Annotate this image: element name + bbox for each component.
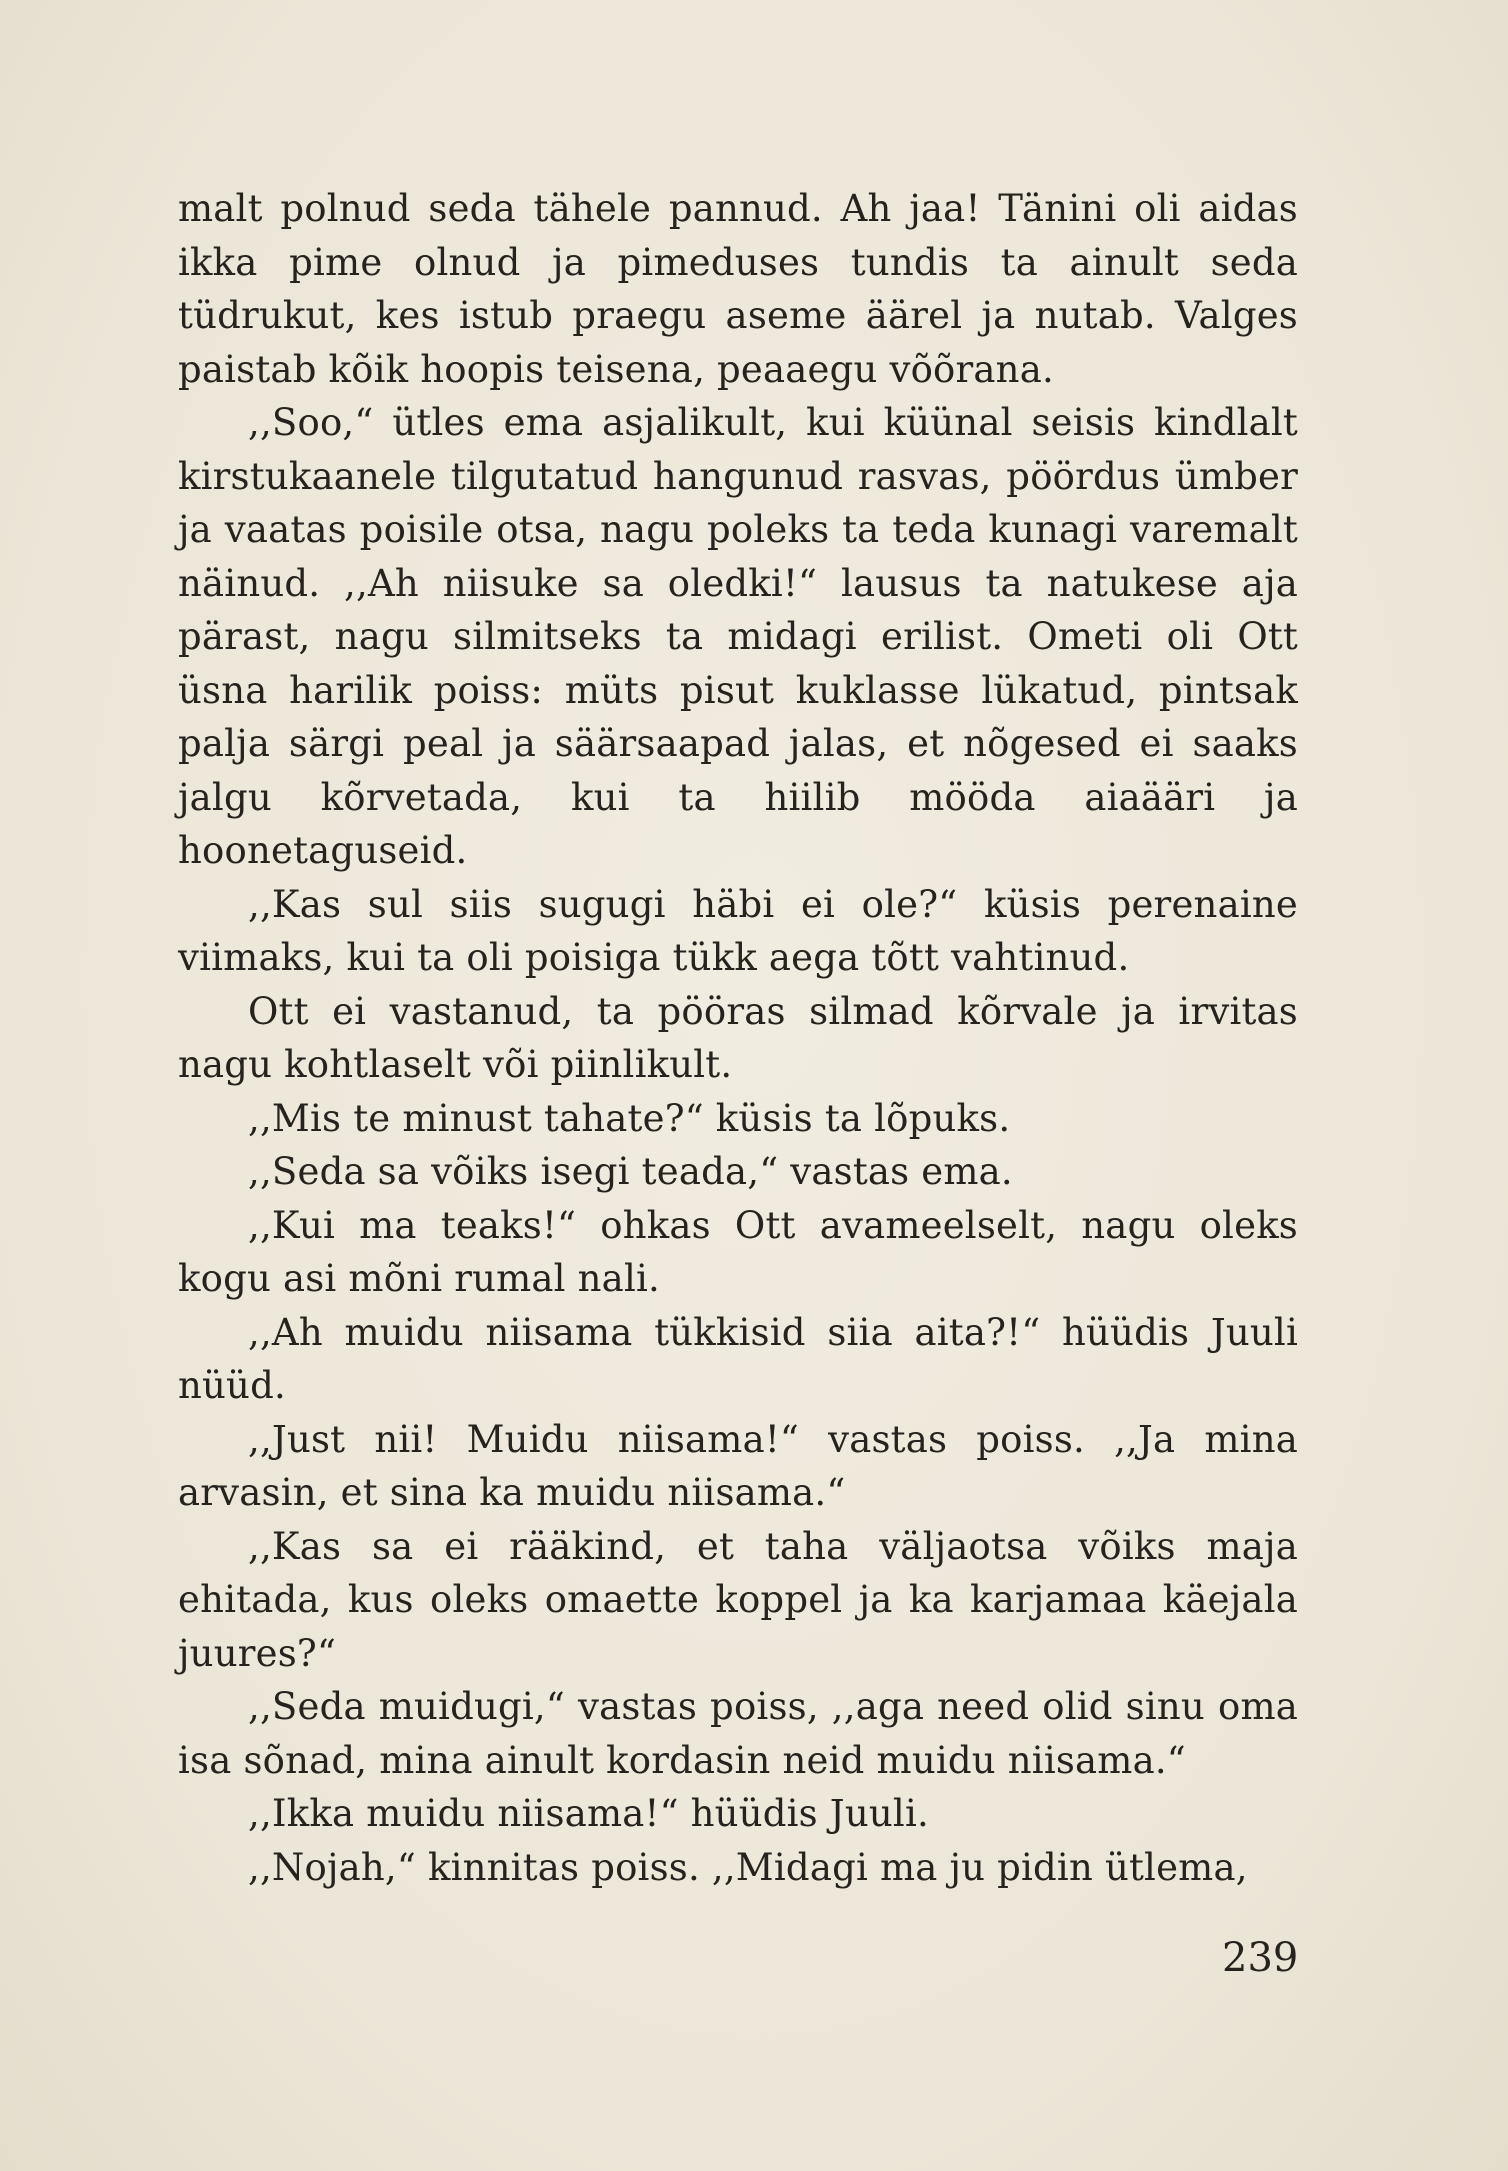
paragraph-11: ,,Seda muidugi,“ vastas poiss, ,,aga need olid sinu oma isa sõnad, mina ainult kordasin neid muidu niisama.“ [178,1685,1298,1782]
paragraph-3: ,,Kas sul siis sugugi häbi ei ole?“ küsis perenaine viimaks, kui ta oli poisiga tükk aega tõtt vahtinud. [178,882,1298,979]
paragraph-2: ,,Soo,“ ütles ema asjalikult, kui küünal seisis kindlalt kirstukaanele tilgutatud hangunud rasvas, pöördus ümber ja vaatas poisile otsa, nagu poleks ta teda kunagi varemalt näinud. ,,Ah niisuke sa oledki!“ lausus ta natukese aja pärast, nagu silmitseks ta midagi erilist. Ometi oli Ott üsna harilik poiss: müts pisut kuklasse lükatud, pintsak palja särgi peal ja säärsaapad jalas, et nõgesed ei saaks jalgu kõrvetada, kui ta hiilib mööda aiaääri ja hoonetaguseid. [178,401,1298,872]
page-body-text [178,182,1298,1894]
paragraph-10: ,,Kas sa ei rääkind, et taha väljaotsa võiks maja ehitada, kus oleks omaette koppel ja ka karjamaa käejala juures?“ [178,1524,1298,1675]
paragraph-13: ,,Nojah,“ kinnitas poiss. ,,Midagi ma ju pidin ütlema, [248,1845,1248,1889]
paragraph-6: ,,Seda sa võiks isegi teada,“ vastas ema. [248,1150,1013,1193]
paragraph-4: Ott ei vastanud, ta pööras silmad kõrvale ja irvitas nagu kohtlaselt või piinlikult. [178,989,1298,1086]
paragraph-7: ,,Kui ma teaks!“ ohkas Ott avameelselt, nagu oleks kogu asi mõni rumal nali. [178,1203,1298,1300]
page-number: 239 [1222,1935,1299,1981]
paragraph-9: ,,Just nii! Muidu niisama!“ vastas poiss. ,,Ja mina arvasin, et sina ka muidu niisama.“ [178,1417,1298,1514]
paragraph-12: ,,Ikka muidu niisama!“ hüüdis Juuli. [248,1792,929,1835]
paragraph-8: ,,Ah muidu niisama tükkisid siia aita?!“ hüüdis Juuli nüüd. [178,1310,1298,1407]
paragraph-1: malt polnud seda tähele pannud. Ah jaa! Tänini oli aidas ikka pime olnud ja pimeduses tundis ta ainult seda tüdrukut, kes istub praegu aseme äärel ja nutab. Valges paistab kõik hoopis teisena, peaaegu võõrana. [178,187,1298,391]
paragraph-5: ,,Mis te minust tahate?“ küsis ta lõpuks. [248,1096,1011,1140]
